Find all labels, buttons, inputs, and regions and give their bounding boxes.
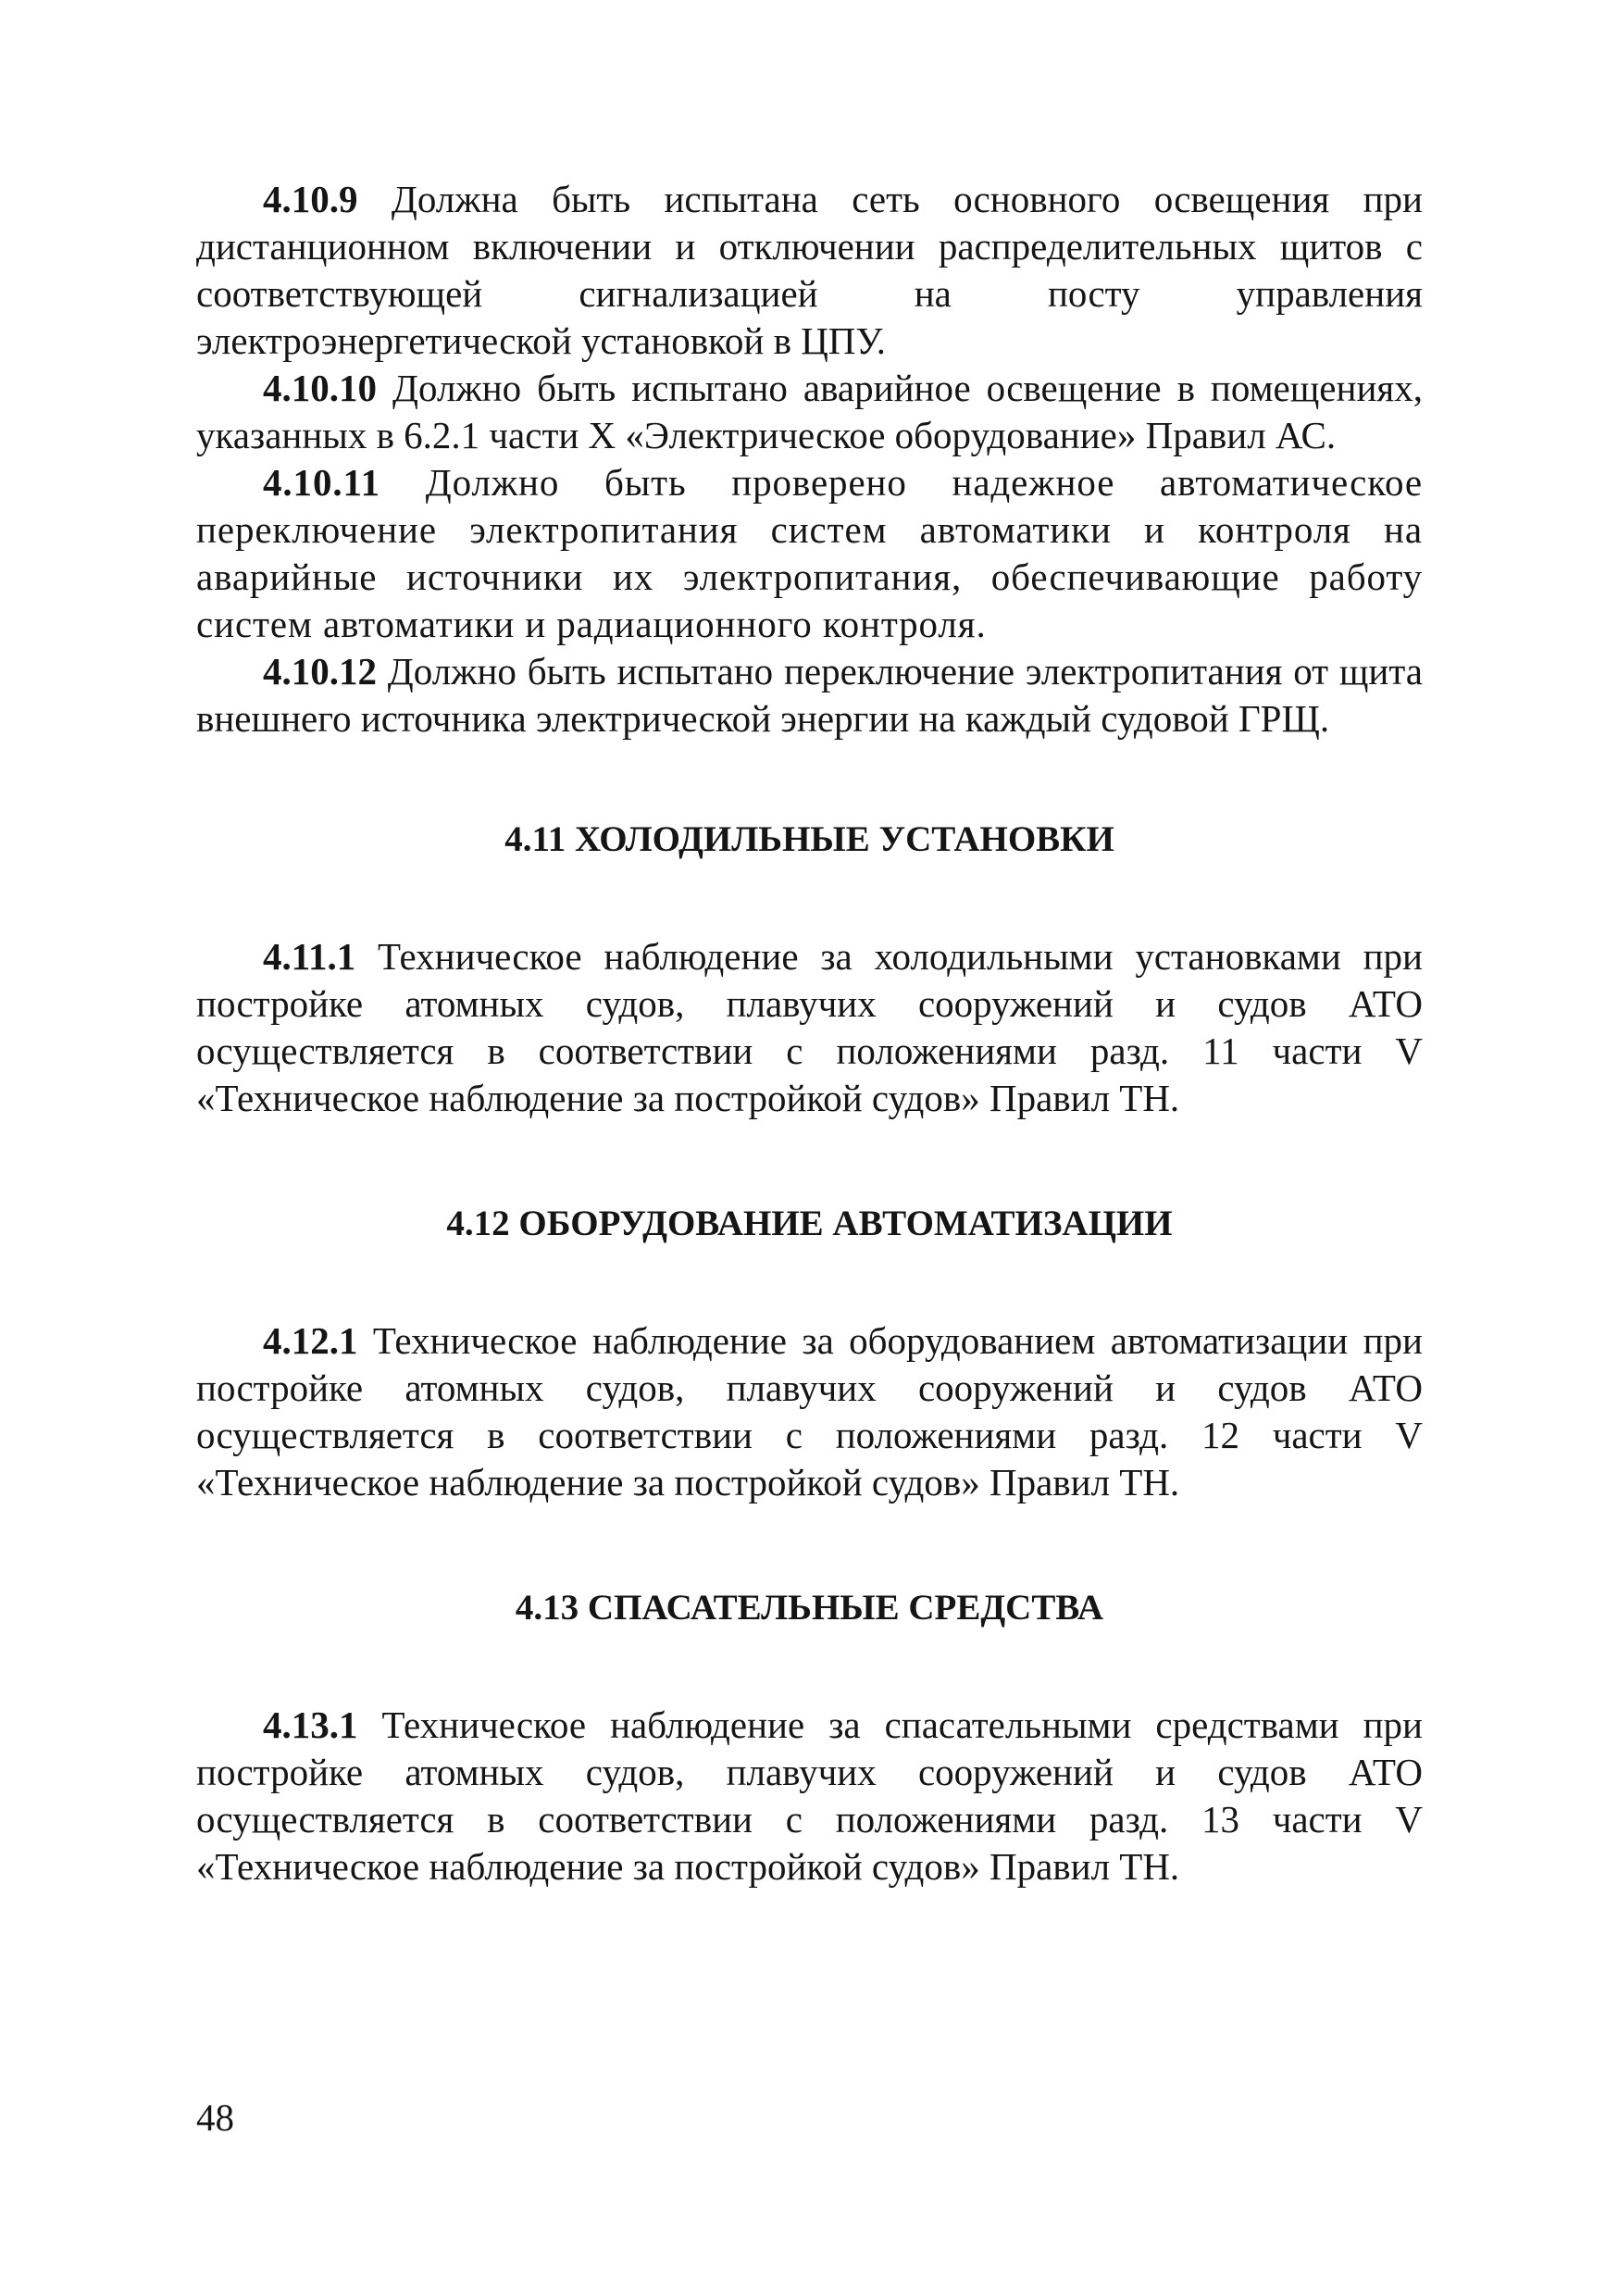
- paragraph-4-10-12: [196, 648, 1423, 742]
- clause-number: 4.10.11: [263, 461, 381, 504]
- clause-text: Техническое наблюдение за спасательными средствами при постройке атомных судов, плавучих сооружений и судов АТО осуществляется в соответствии с положениями разд. 13 части V «Техническое наблюдение за постройкой судов» Правил ТН.: [196, 1703, 1423, 1888]
- clause-number: 4.10.10: [263, 367, 377, 409]
- clause-text: Должно быть проверено надежное автоматическое переключение электропитания систем автоматики и контроля на аварийные источники их электропитания, обеспечивающие работу систем автоматики и радиационного контроля.: [196, 461, 1423, 645]
- clause-text: Техническое наблюдение за оборудованием автоматизации при постройке атомных судов, плавучих сооружений и судов АТО осуществляется в соответствии с положениями разд. 12 части V «Техническое наблюдение за постройкой судов» Правил ТН.: [196, 1319, 1423, 1504]
- paragraph-4-12-1: [196, 1317, 1423, 1506]
- paragraph-4-11-1: [196, 933, 1423, 1122]
- section-heading-4-13: 4.13 СПАСАТЕЛЬНЫЕ СРЕДСТВА: [515, 1588, 1104, 1628]
- paragraph-4-10-10: [196, 365, 1423, 459]
- clause-text: Техническое наблюдение за холодильными установками при постройке атомных судов, плавучих сооружений и судов АТО осуществляется в соответствии с положениями разд. 11 части V «Техническое наблюдение за постройкой судов» Правил ТН.: [196, 935, 1423, 1119]
- clause-text: Должна быть испытана сеть основного освещения при дистанционном включении и отключении распределительных щитов с соответствующей сигнализацией на посту управления электроэнергетической установкой в ЦПУ.: [196, 178, 1423, 362]
- page-number: 48: [196, 2096, 234, 2139]
- clause-text: Должно быть испытано аварийное освещение в помещениях, указанных в 6.2.1 части X «Электрическое оборудование» Правил АС.: [196, 367, 1423, 456]
- section-heading-4-12: 4.12 ОБОРУДОВАНИЕ АВТОМАТИЗАЦИИ: [446, 1204, 1173, 1243]
- clause-number: 4.10.9: [263, 178, 358, 220]
- clause-text: Должно быть испытано переключение электропитания от щита внешнего источника электрической энергии на каждый судовой ГРЩ.: [196, 650, 1423, 740]
- section-heading-4-11: 4.11 ХОЛОДИЛЬНЫЕ УСТАНОВКИ: [504, 819, 1114, 859]
- clause-number: 4.13.1: [263, 1703, 358, 1746]
- clause-number: 4.11.1: [263, 935, 356, 978]
- paragraph-4-13-1: [196, 1702, 1423, 1890]
- document-page: [196, 176, 1423, 1890]
- clause-number: 4.12.1: [263, 1319, 358, 1362]
- clause-number: 4.10.12: [263, 650, 377, 693]
- paragraph-4-10-9: [196, 176, 1423, 365]
- paragraph-4-10-11: [196, 459, 1423, 648]
